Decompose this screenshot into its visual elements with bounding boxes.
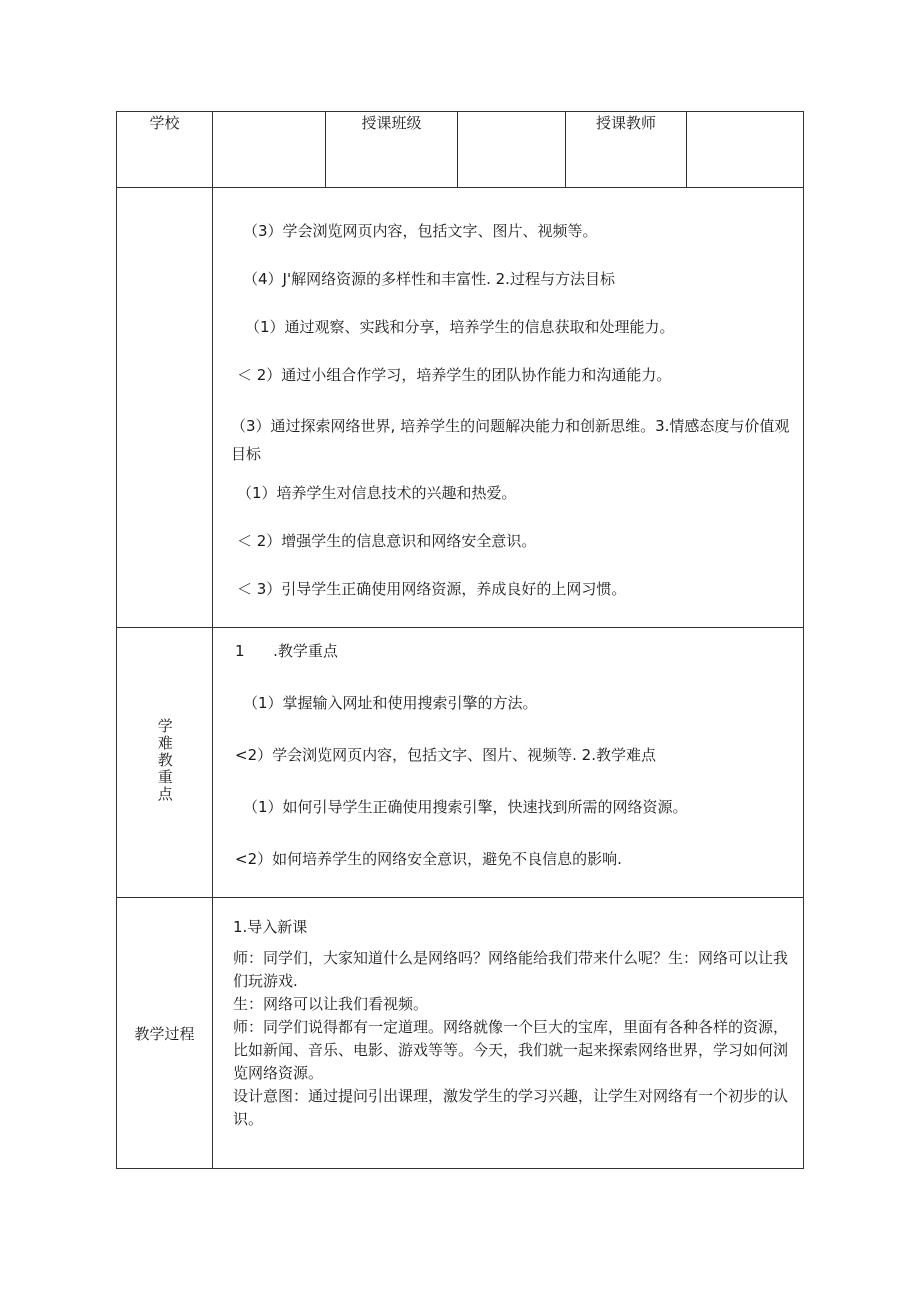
process-label: 教学过程 <box>117 898 213 1169</box>
key-point-line: （1）掌握输入网址和使用搜索引擎的方法。 <box>243 694 538 712</box>
school-label: 学校 <box>117 112 213 188</box>
process-row <box>117 898 804 1169</box>
header-row <box>117 112 804 188</box>
objective-line: ＜ 2）增强学生的信息意识和网络安全意识。 <box>237 532 537 550</box>
process-line: 师：同学们，大家知道什么是网络吗？网络能给我们带来什么呢？生：网络可以让我们玩游戏. <box>233 949 789 990</box>
process-line: 设计意图：通过提问引出课理，激发学生的学习兴趣，让学生对网络有一个初步的认识。 <box>233 1087 789 1128</box>
lesson-plan-table <box>116 111 804 1169</box>
class-label: 授课班级 <box>326 112 458 188</box>
key-point-line: （1）如何引导学生正确使用搜索引擎，快速找到所需的网络资源。 <box>243 798 688 816</box>
key-point-line: <2）如何培养学生的网络安全意识，避免不良信息的影响. <box>235 850 622 868</box>
key-points-label: 学难教重点 <box>155 718 174 803</box>
objective-line: （3）通过探索网络世界, 培养学生的问题解决能力和创新思维。3.情感态度与价值观目标 <box>231 417 790 463</box>
key-points-label-cell <box>117 628 213 898</box>
objective-line: （1）通过观察、实践和分享，培养学生的信息获取和处理能力。 <box>245 318 675 336</box>
process-line: 1.导入新课 <box>233 918 308 936</box>
process-content <box>213 898 804 1169</box>
key-points-content <box>213 628 804 898</box>
objective-line: ＜ 2）通过小组合作学习，培养学生的团队协作能力和沟通能力。 <box>237 366 672 384</box>
objective-line: （4）J'解网络资源的多样性和丰富性. 2.过程与方法目标 <box>243 270 615 288</box>
objectives-content <box>213 188 804 628</box>
key-points-row <box>117 628 804 898</box>
objective-line: （1）培养学生对信息技术的兴趣和热爱。 <box>237 484 517 502</box>
school-value <box>213 112 326 188</box>
key-point-line: 1 .教学重点 <box>235 642 338 660</box>
class-value <box>458 112 566 188</box>
process-line: 师：同学们说得都有一定道理。网络就像一个巨大的宝库，里面有各种各样的资源，比如新闻、音乐、电影、游戏等等。今天，我们就一起来探索网络世界，学习如何浏览网络资源。 <box>233 1018 789 1082</box>
teacher-label: 授课教师 <box>566 112 687 188</box>
objectives-label <box>117 188 213 628</box>
objectives-row <box>117 188 804 628</box>
objective-line: ＜ 3）引导学生正确使用网络资源，养成良好的上网习惯。 <box>237 580 627 598</box>
objective-line: （3）学会浏览网页内容，包括文字、图片、视频等。 <box>243 222 598 240</box>
process-line: 生：网络可以让我们看视频。 <box>233 995 429 1013</box>
key-point-line: <2）学会浏览网页内容，包括文字、图片、视频等. 2.教学难点 <box>235 746 656 764</box>
teacher-value <box>687 112 804 188</box>
